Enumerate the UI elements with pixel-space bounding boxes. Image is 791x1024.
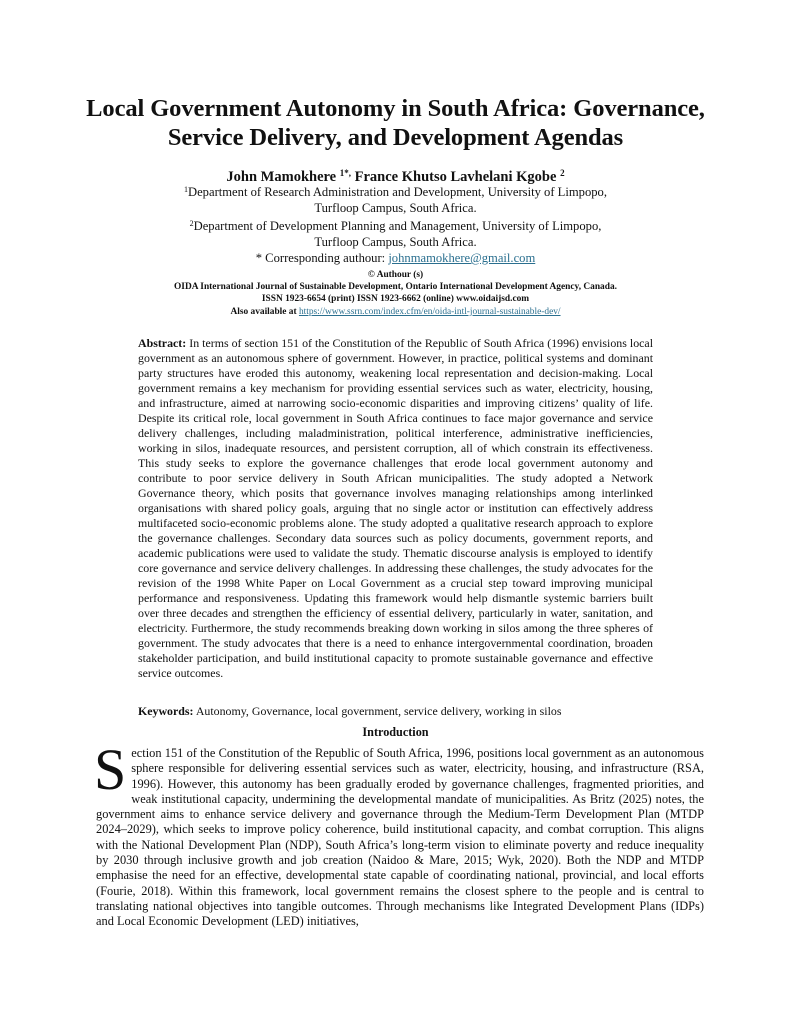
drop-cap: S <box>94 737 127 802</box>
availability-label: Also available at <box>230 306 297 317</box>
journal-line: OIDA International Journal of Sustainable Development, Ontario International Development Agency, Canada. <box>174 282 617 293</box>
keywords <box>138 704 653 719</box>
copyright-line: © Authour (s) <box>367 270 424 280</box>
keywords-label: Keywords: <box>138 704 194 718</box>
abstract-text: In terms of section 151 of the Constitution of the Republic of South Africa (1996) envisions local government as an autonomous sphere of government. However, in practice, political systems and dominant party structures have eroded this autonomy, weakening local representation and decision-making. Local government remains a key mechanism for providing essential services such as water, electricity, housing, and infrastructure, aimed at narrowing socio-economic disparities and improving citizens’ quality of life. Despite its critical role, local government in South Africa continues to face major governance and service delivery challenges, including maladministration, political interference, administrative inefficiencies, working in silos, inadequate resources, and persistent corruption, all of which constrain its effectiveness. This study seeks to explore the governance challenges that erode local government autonomy and contribute to poor service delivery in South African municipalities. The study adopted a Network Governance theory, which posits that governance involves managing relationships among interlinked organisations with shared policy goals, arguing that no single actor or institution can effectively address multifaceted socio-economic problems alone. The study adopted a qualitative research approach to explore the governance challenges. Secondary data sources such as policy documents, government reports, and academic publications were used to validate the study. Thematic discourse analysis is employed to identify core governance and service delivery challenges. In addressing these challenges, the study advocates for the revision of the 1998 White Paper on Local Government as a crucial step toward improving municipal performance and responsiveness. Updating this framework would help dismantle systemic barriers built over three decades and strengthen the efficiency of essential delivery, particularly in water, sanitation, and electricity. Furthermore, the study recommends breaking down working in silos among the three spheres of government. The study advocates that there is a need to enhance intergovernmental coordination, broaden stakeholder participation, and build institutional capacity to promote sustainable governance and effective service outcomes. <box>138 336 653 680</box>
affiliation-2 <box>100 216 691 234</box>
paper-title: Local Government Autonomy in South Africa: Governance, Service Delivery, and Development Agendas <box>86 95 705 151</box>
author-name: John Mamokhere <box>226 169 337 185</box>
affiliation-marker: 1 <box>184 185 188 194</box>
author-marker: 1*, <box>339 168 351 178</box>
corresponding-author <box>100 250 691 266</box>
ssrn-link[interactable]: https://www.ssrn.com/index.cfm/en/oida-intl-journal-sustainable-dev/ <box>298 306 561 317</box>
corresponding-email-link[interactable]: johnmamokhere@gmail.com <box>388 251 536 265</box>
keywords-text: Autonomy, Governance, local government, service delivery, working in silos <box>195 704 562 718</box>
affiliation-1 <box>100 182 691 200</box>
availability-line <box>120 306 671 318</box>
corresponding-label: * Corresponding authour: <box>255 251 386 265</box>
author-marker: 2 <box>560 168 565 178</box>
affiliation-marker: 2 <box>189 219 194 228</box>
affiliation-line: Turfloop Campus, South Africa. <box>314 235 477 249</box>
author-name: France Khutso Lavhelani Kgobe <box>354 169 557 185</box>
introduction-body <box>94 737 704 930</box>
issn-line: ISSN 1923-6654 (print) ISSN 1923-6662 (online) www.oidaijsd.com <box>261 294 530 305</box>
abstract-label: Abstract: <box>138 336 187 350</box>
abstract <box>138 336 653 681</box>
journal-info <box>120 269 671 318</box>
affiliation-line: Department of Development Planning and Management, University of Limpopo, <box>193 219 602 233</box>
affiliation-line: Turfloop Campus, South Africa. <box>314 201 477 215</box>
affiliation-line: Department of Research Administration and Development, University of Limpopo, <box>188 185 607 199</box>
section-heading-introduction: Introduction <box>362 725 429 739</box>
introduction-text: ection 151 of the Constitution of the Republic of South Africa, 1996, positions local government as an autonomous sphere responsible for delivering essential services such as water, electricity, housing, and infrastructure (RSA, 1996). However, this autonomy has been gradually eroded by governance challenges, fragmented priorities, and weak institutional capacity, undermining the developmental mandate of municipalities. As Britz (2025) notes, the government aims to enhance service delivery and governance through the Medium-Term Development Plan (MTDP 2024–2029), which seeks to improve policy coherence, build institutional capacity, and combat corruption. This aligns with the National Development Plan (NDP), South Africa’s long-term vision to eliminate poverty and reduce inequality by 2030 through inclusive growth and job creation (Naidoo & Mare, 2015; Wyk, 2020). Both the NDP and MTDP emphasise the need for an effective, developmental state capable of coordinating national, provincial, and local efforts (Fourie, 2018). Within this framework, local government remains the closest sphere to the people and is central to translating national objectives into tangible outcomes. Through mechanisms like Integrated Development Plans (IDPs) and Local Economic Development (LED) initiatives, <box>96 746 704 929</box>
affiliations <box>100 182 691 266</box>
